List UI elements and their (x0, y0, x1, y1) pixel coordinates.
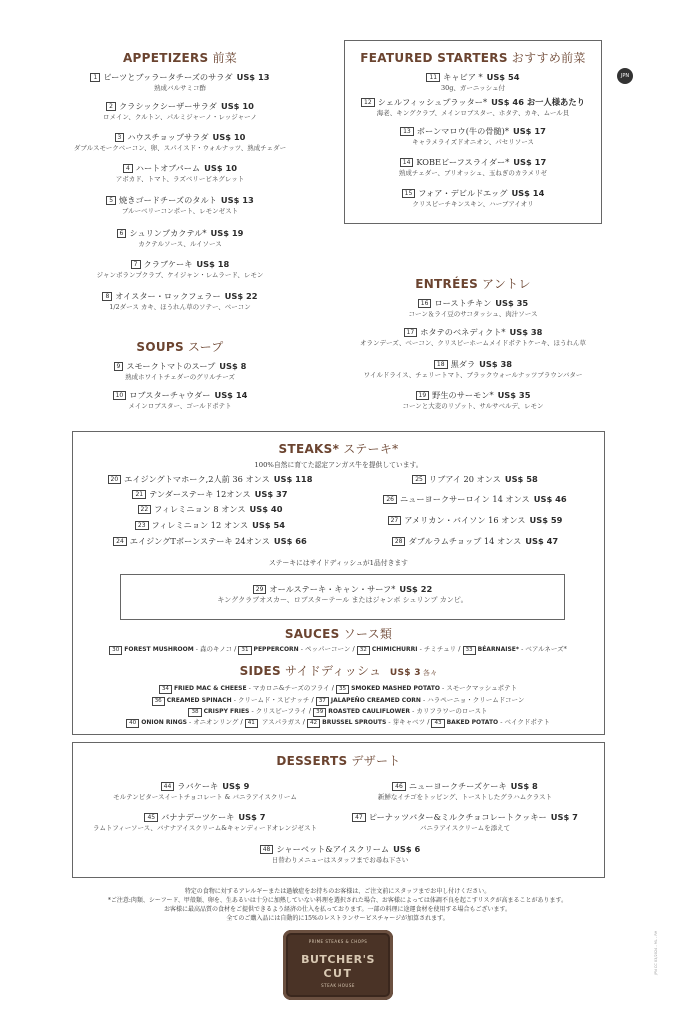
item-price: US$ 46 お一人様あたり (491, 97, 585, 107)
item-description: コーン＆ライ豆のサコタッシュ、肉汁ソース (408, 310, 538, 318)
item-number: 11 (426, 73, 440, 82)
menu-item (200, 844, 480, 865)
item-number: 13 (400, 127, 414, 136)
side-number: 34 (159, 685, 172, 694)
surf-price: US$ 22 (399, 584, 433, 594)
item-number: 19 (416, 391, 430, 400)
item-price: US$ 13 (220, 195, 254, 205)
item-description: ロメイン、クルトン、パルミジャーノ・レッジャーノ (102, 113, 258, 121)
menu-item (90, 520, 330, 531)
side-name-jp: - クリームド・スピナッチ (233, 696, 310, 704)
item-number: 10 (113, 391, 127, 400)
menu-item (355, 474, 595, 485)
soups-title-jp: スープ (187, 340, 224, 354)
item-name: 野生のサーモン* (432, 390, 494, 400)
item-price: US$ 19 (210, 228, 244, 238)
menu-item (344, 298, 602, 319)
item-description: アボカド、トマト、ラズベリービネグレット (115, 175, 245, 183)
item-name: ラバケーキ (177, 781, 219, 791)
item-price: US$ 17 (512, 126, 546, 136)
surf-num: 29 (253, 585, 267, 594)
entrees-title-jp: アントレ (482, 277, 531, 291)
item-name: フォア・デビルドエッグ (418, 188, 508, 198)
side-name-jp: - マカロニ&チーズのフライ (248, 684, 330, 692)
item-number: 15 (402, 189, 416, 198)
side-name-jp: - ベイクドポテト (500, 718, 550, 726)
sides-title-jp: サイドディッシュ (285, 664, 382, 678)
menu-item (355, 536, 595, 547)
side-name-en: ONION RINGS (141, 719, 187, 726)
item-description: 日替わりメニューはスタッフまでお尋ね下さい (271, 856, 409, 864)
side-number: 39 (313, 708, 326, 717)
item-number: 5 (106, 196, 116, 205)
item-name: 黒ダラ (450, 359, 476, 369)
menu-item (344, 72, 602, 93)
sauce-name-jp: - ペッパーコーン (300, 645, 351, 653)
item-description: モルテンビタースイートチョコレート & バニラアイスクリーム (113, 793, 297, 801)
item-name: シュリンプカクテル* (129, 228, 207, 238)
logo-line2: CUT (323, 967, 353, 980)
item-price: US$ 58 (504, 474, 538, 484)
item-number: 8 (102, 292, 112, 301)
menu-item (90, 474, 330, 485)
menu-item (344, 97, 602, 118)
side-name-en: BAKED POTATO (446, 719, 499, 726)
item-number: 28 (392, 537, 406, 546)
menu-item (90, 504, 330, 515)
menu-item (60, 390, 300, 411)
item-price: US$ 35 (497, 390, 531, 400)
item-name: ビーツとブッラータチーズのサラダ (103, 72, 233, 82)
item-name: エイジングトマホーク,2人前 36 オンス (124, 474, 270, 484)
side-name-en: CRISPY FRIES (203, 708, 250, 715)
item-description: キャラメライズドオニオン、パセリソース (412, 138, 534, 146)
sauce-number: 32 (357, 646, 370, 655)
item-price: US$ 14 (214, 390, 248, 400)
side-number: 35 (336, 685, 349, 694)
sides-title-en: SIDES (239, 664, 281, 678)
sauce-number: 31 (238, 646, 251, 655)
footer-line: お客様に最高品質の食材をご提供できるよう経済の仕入を払っております。一部の料理に途運食材を使用する場合もございます。 (163, 906, 512, 913)
menu-item (60, 72, 300, 93)
item-number: 22 (138, 505, 152, 514)
item-price: US$ 47 (525, 536, 559, 546)
item-number: 45 (144, 813, 158, 822)
surf-desc: キングクラブオスカー、ロブスターテール またはジャンボ シュリンプ カンピ。 (217, 596, 468, 604)
steaks-title-en: STEAKS* (278, 442, 340, 456)
item-name: ピーナッツバター&ミルクチョコレートクッキー (368, 812, 547, 822)
sauce-number: 30 (109, 646, 122, 655)
menu-item (60, 259, 300, 280)
item-price: US$ 18 (196, 259, 230, 269)
item-number: 1 (90, 73, 100, 82)
menu-item (60, 291, 300, 312)
item-price: US$ 22 (224, 291, 258, 301)
item-price: US$ 6 (393, 844, 421, 854)
sauce-name-jp: - ベアルネーズ* (521, 645, 567, 653)
sauces-title-jp: ソース類 (343, 627, 393, 641)
side-name-jp: - オニオンリング (189, 718, 239, 726)
item-number: 20 (108, 475, 122, 484)
side-name-jp: - 芽キャベツ (388, 718, 426, 726)
item-name: フィレミニョン 12 オンス (151, 520, 249, 530)
side-code: JPN CC 03/2024 - ML - RH (654, 930, 658, 975)
logo-line1: BUTCHER'S (301, 953, 375, 966)
menu-item (60, 228, 300, 249)
item-number: 48 (260, 845, 274, 854)
menu-item (344, 126, 602, 147)
side-name-en: FRIED MAC & CHEESE (173, 685, 247, 692)
surf-item (120, 584, 565, 605)
featured-title-en: FEATURED STARTERS (360, 51, 508, 65)
item-name: テンダーステーキ 12オンス (149, 489, 251, 499)
item-price: US$ 66 (273, 536, 307, 546)
sauce-name-en: FOREST MUSHROOM (124, 646, 194, 653)
item-description: バニラアイスクリームを添えて (419, 824, 511, 832)
item-price: US$ 54 (252, 520, 286, 530)
side-number: 43 (431, 719, 444, 728)
item-price: US$ 118 (273, 474, 313, 484)
item-name: エイジングTボーンステーキ 24オンス (129, 536, 270, 546)
item-price: US$ 7 (238, 812, 266, 822)
sauce-name-jp: - チミチュリ (419, 645, 457, 653)
item-name: ローストチキン (434, 298, 492, 308)
item-price: US$ 14 (511, 188, 545, 198)
item-description: カクテルソース、ルイソース (138, 240, 222, 248)
item-price: US$ 10 (220, 101, 254, 111)
sauces-title (72, 625, 605, 642)
menu-item (344, 327, 602, 348)
logo-top-text: PRIME STEAKS & CHOPS (308, 939, 368, 944)
sauce-name-en: PEPPERCORN (253, 646, 299, 653)
item-number: 27 (388, 516, 402, 525)
menu-item (355, 494, 595, 505)
side-number: 42 (307, 719, 320, 728)
sauce-name-en: CHIMICHURRI (371, 646, 418, 653)
menu-item (355, 515, 595, 526)
side-name-en: SMOKED MASHED POTATO (351, 685, 440, 692)
footer-line: 全てのご購入品には自動的に15%のレストランサービスチャージが加算されます。 (226, 915, 449, 922)
item-name: リブアイ 20 オンス (428, 474, 501, 484)
menu-item (90, 536, 330, 547)
item-name: ニューヨークサーロイン 14 オンス (399, 494, 530, 504)
appetizers-title (60, 49, 300, 66)
item-number: 21 (132, 490, 146, 499)
item-name: アメリカン・バイソン 16 オンス (404, 515, 526, 525)
item-name: キャビア * (443, 72, 483, 82)
item-description: 1/2ダース カキ、ほうれん草のソテー、ベーコン (109, 303, 251, 311)
menu-item (344, 390, 602, 411)
featured-title (344, 49, 602, 66)
menu-item (90, 489, 330, 500)
item-number: 7 (131, 260, 141, 269)
side-name-jp: アスパラガス (261, 718, 301, 726)
side-name-en: BRUSSEL SPROUTS (322, 719, 387, 726)
item-name: 焼きゴードチーズのタルト (119, 195, 217, 205)
item-name: バナナデーツケーキ (161, 812, 235, 822)
item-description: コーンと大麦のリゾット、サルサベルデ、レモン (402, 402, 544, 410)
featured-title-jp: おすすめ前菜 (511, 51, 586, 65)
sides-row: 38 CRISPY FRIES - クリスピーフライ / 39 ROASTED CAULIFLOWER - カリフラワーのロースト (96, 706, 580, 717)
menu-item (340, 812, 590, 833)
item-description: オランデーズ、ベーコン、クリスピーホームメイドポテトケーキ、ほうれん草 (360, 339, 586, 347)
menu-item (60, 101, 300, 122)
side-number: 41 (245, 719, 258, 728)
menu-item (85, 781, 325, 802)
sides-title (72, 662, 605, 679)
item-number: 3 (115, 133, 125, 142)
item-number: 16 (418, 299, 432, 308)
steaks-side-note: ステーキにはサイドディッシュが1品付きます (269, 559, 408, 567)
desserts-title (72, 752, 605, 769)
item-number: 4 (123, 164, 133, 173)
item-number: 18 (434, 360, 448, 369)
soups-title (60, 338, 300, 355)
item-description: 30g、ガーニッシュ付 (440, 84, 506, 92)
item-description: 熟成ホワイトチェダーのグリルチーズ (125, 373, 235, 381)
item-price: US$ 38 (479, 359, 513, 369)
item-name: クラシックシーザーサラダ (118, 101, 217, 111)
item-price: US$ 38 (509, 327, 543, 337)
menu-item (344, 359, 602, 380)
menu-item (344, 188, 602, 209)
side-number: 40 (126, 719, 139, 728)
item-name: ニューヨークチーズケーキ (408, 781, 507, 791)
item-number: 24 (113, 537, 127, 546)
footer-line: 特定の食物に対するアレルギーまたは過敏症をお持ちのお客様は、ご注文前にスタッフまでお申し付けください。 (184, 888, 491, 895)
item-name: ハウスチョップサラダ (127, 132, 209, 142)
sides-price: US$ 3 (389, 668, 421, 678)
side-name-jp: - クリスピーフライ (251, 707, 307, 715)
item-price: US$ 54 (486, 72, 520, 82)
item-name: フィレミニョン 8 オンス (154, 504, 246, 514)
item-name: オイスター・ロックフェラー (115, 291, 221, 301)
sauce-number: 33 (463, 646, 476, 655)
item-name: クラブケーキ (143, 259, 193, 269)
steaks-title-jp: ステーキ* (343, 442, 399, 456)
item-description: 熟成チェダー、ブリオッシュ、玉ねぎのカラメリゼ (398, 169, 548, 177)
menu-item (340, 781, 590, 802)
item-price: US$ 59 (529, 515, 563, 525)
item-price: US$ 8 (510, 781, 538, 791)
side-name-jp: - カリフラワーのロースト (412, 707, 488, 715)
item-number: 25 (412, 475, 426, 484)
steaks-subtitle: 100%自然に育てた認定アンガス牛を提供しています。 (254, 461, 423, 469)
item-description: ダブルスモークベーコン、卵、スパイスド・ウォルナッツ、熟成チェダー (73, 144, 287, 152)
menu-item (344, 157, 602, 178)
butchers-cut-logo (283, 930, 393, 1000)
item-number: 12 (361, 98, 375, 107)
item-number: 23 (135, 521, 149, 530)
sides-row: 34 FRIED MAC & CHEESE - マカロニ&チーズのフライ / 35 SMOKED MASHED POTATO - スモークマッシュポテト (96, 683, 580, 694)
item-name: KOBEビーフスライダー* (416, 157, 510, 167)
menu-item (60, 195, 300, 216)
item-number: 17 (404, 328, 418, 337)
item-price: US$ 9 (222, 781, 250, 791)
item-price: US$ 10 (212, 132, 246, 142)
menu-item (60, 132, 300, 153)
desserts-title-jp: デザート (351, 754, 401, 768)
sauce-name-jp: - 森のキノコ (195, 645, 233, 653)
item-description: クリスピーチキンスキン、ハーブアイオリ (412, 200, 534, 208)
item-price: US$ 10 (204, 163, 238, 173)
item-description: メインロブスター、ゴールドポテト (128, 402, 232, 410)
side-number: 37 (316, 697, 329, 706)
item-description: ジャンボランプクラブ、ケイジャン・レムラード、レモン (96, 271, 264, 279)
desserts-title-en: DESSERTS (276, 754, 348, 768)
soups-title-en: SOUPS (136, 340, 184, 354)
entrees-title-en: ENTRÉES (415, 277, 479, 291)
entrees-title (344, 275, 602, 292)
item-description: ワイルドライス、チェリートマト、ブラックウォールナッツブラウンバター (363, 371, 583, 379)
side-number: 36 (152, 697, 165, 706)
side-name-jp: - ハラペーニョ・クリームドコーン (423, 696, 525, 704)
menu-item (60, 361, 300, 382)
item-description: ラムトフィーソース、バナナアイスクリーム&キャンディードオレンジゼスト (93, 824, 317, 832)
item-name: ボーンマロウ(牛の骨髄)* (416, 126, 509, 136)
appetizers-title-jp: 前菜 (212, 51, 238, 65)
item-description: 海老、キングクラブ、メインロブスター、ホタテ、カキ、ムール貝 (376, 109, 570, 117)
sides-price-suffix: 各々 (422, 669, 438, 677)
item-name: シェルフィッシュプラッター* (377, 97, 488, 107)
side-name-jp: - スモークマッシュポテト (442, 684, 518, 692)
language-badge: JPN (617, 68, 633, 84)
menu-item (60, 163, 300, 184)
item-number: 2 (106, 102, 116, 111)
item-number: 47 (352, 813, 366, 822)
side-name-en: ROASTED CAULIFLOWER (328, 708, 410, 715)
item-name: ロブスターチャウダー (129, 390, 211, 400)
item-number: 9 (114, 362, 124, 371)
sauces-title-en: SAUCES (284, 627, 340, 641)
item-description: 新鮮なイチゴをトッピング、トーストしたグラハムクラスト (377, 793, 553, 801)
appetizers-title-en: APPETIZERS (122, 51, 209, 65)
sides-row: 40 ONION RINGS - オニオンリング / 41 アスパラガス / 42 BRUSSEL SPROUTS - 芽キャベツ / 43 BAKED POTATO - ベイクドポテト (96, 717, 580, 728)
item-description: ブルーベリーコンポート、レモンゼスト (121, 207, 239, 215)
item-price: US$ 13 (236, 72, 270, 82)
item-name: シャーベット&アイスクリーム (276, 844, 390, 854)
steaks-title (72, 440, 605, 457)
logo-bottom-text: STEAK HOUSE (321, 983, 355, 988)
item-price: US$ 40 (249, 504, 283, 514)
item-price: US$ 7 (550, 812, 578, 822)
side-name-en: CREAMED SPINACH (166, 697, 232, 704)
item-number: 26 (383, 495, 397, 504)
sauces-row: 30 FOREST MUSHROOM - 森のキノコ / 31 PEPPERCORN - ペッパーコーン / 32 CHIMICHURRI - チミチュリ / 33 BÉARNAISE* - ベアルネーズ* (96, 644, 580, 655)
item-number: 6 (117, 229, 127, 238)
surf-name: オールステーキ・キャン・サーフ* (269, 584, 396, 594)
item-name: スモークトマトのスープ (126, 361, 216, 371)
item-price: US$ 37 (254, 489, 288, 499)
sides-row: 36 CREAMED SPINACH - クリームド・スピナッチ / 37 JALAPEÑO CREAMED CORN - ハラペーニョ・クリームドコーン (96, 695, 580, 706)
sauce-name-en: BÉARNAISE* (477, 646, 520, 653)
item-description: 熟成バルサミコ酢 (154, 84, 206, 92)
item-price: US$ 8 (219, 361, 247, 371)
side-name-en: JALAPEÑO CREAMED CORN (330, 697, 421, 704)
item-name: ハートオブパーム (135, 163, 201, 173)
item-number: 46 (392, 782, 406, 791)
side-number: 38 (188, 708, 201, 717)
item-name: ホタテのベネディクト* (420, 327, 506, 337)
item-price: US$ 17 (513, 157, 547, 167)
item-price: US$ 46 (533, 494, 567, 504)
item-number: 44 (161, 782, 175, 791)
menu-item (85, 812, 325, 833)
item-name: ダブルラムチョップ 14 オンス (408, 536, 522, 546)
item-price: US$ 35 (495, 298, 529, 308)
footer-line: *ご注意:肉類、シーフード、甲殻類、卵を、生あるいは十分に加熱していない料理を選択された場合、お客様によっては体調不良を起こすリスクが高まることがあります。 (107, 897, 568, 904)
item-number: 14 (400, 158, 414, 167)
